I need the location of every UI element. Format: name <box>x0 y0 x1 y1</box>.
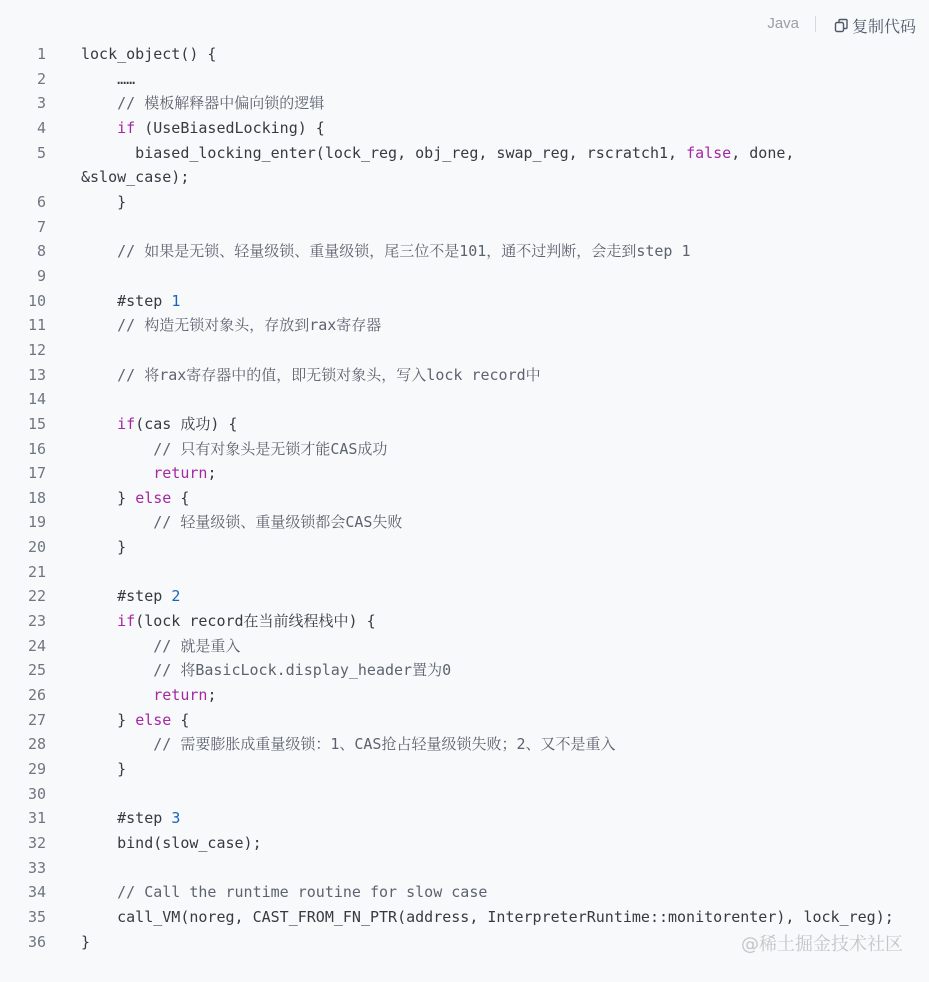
code-token: …… <box>81 69 136 88</box>
code-line <box>0 510 929 535</box>
code-comment: // 只有对象头是无锁才能CAS成功 <box>153 439 388 458</box>
code-line <box>0 116 929 141</box>
code-text <box>81 708 189 733</box>
code-line <box>0 806 929 831</box>
code-text <box>81 609 376 634</box>
line-number: 7 <box>36 217 46 236</box>
line-number: 36 <box>27 932 46 951</box>
code-token: } <box>81 538 127 557</box>
code-text <box>81 634 240 659</box>
code-text <box>81 363 541 388</box>
code-token <box>81 316 117 334</box>
code-token <box>81 686 153 704</box>
line-number: 24 <box>27 636 46 655</box>
code-token: { <box>171 488 190 507</box>
line-number: 30 <box>27 784 46 803</box>
code-comment: // 模板解释器中偏向锁的逻辑 <box>117 94 325 113</box>
line-number: 1 <box>36 45 46 63</box>
code-token: , done, <box>731 143 795 162</box>
code-number: 1 <box>171 291 181 310</box>
code-token: biased_locking_enter(lock_reg, obj_reg, swap_reg, rscratch1, <box>81 143 687 162</box>
code-comment: // 需要膨胀成重量级锁：1、CAS抢占轻量级锁失败；2、又不是重入 <box>153 735 616 754</box>
code-token: (cas 成功) { <box>135 414 238 433</box>
code-text <box>81 806 180 831</box>
line-number: 15 <box>27 414 46 433</box>
code-text <box>81 486 189 511</box>
code-line <box>0 190 929 215</box>
code-keyword: else <box>135 488 172 507</box>
code-line <box>0 264 929 289</box>
line-number: 16 <box>27 439 46 458</box>
line-number: 28 <box>27 735 46 754</box>
line-number: 21 <box>27 562 46 581</box>
line-number: 34 <box>27 883 46 902</box>
code-line <box>0 239 929 264</box>
code-token <box>81 612 117 630</box>
code-keyword: return <box>153 686 208 705</box>
code-comment: // 如果是无锁、轻量级锁、重量级锁，尾三位不是101，通不过判断，会走到step 1 <box>117 242 691 261</box>
code-line <box>0 486 929 511</box>
code-line <box>0 609 929 634</box>
code-keyword: if <box>117 612 136 631</box>
code-number: 3 <box>171 809 181 828</box>
code-text <box>81 510 402 535</box>
code-line <box>0 338 929 363</box>
code-text <box>81 141 794 166</box>
code-text <box>81 437 387 462</box>
code-line <box>0 634 929 659</box>
code-token: call_VM(noreg, CAST_FROM_FN_PTR(address, InterpreterRuntime::monitorenter), lock_reg); <box>81 907 894 926</box>
code-line <box>0 461 929 486</box>
line-number: 5 <box>36 143 46 162</box>
code-token <box>81 440 153 458</box>
line-number: 18 <box>27 488 46 507</box>
copy-icon <box>834 18 849 33</box>
code-line <box>0 215 929 240</box>
code-text <box>81 658 451 683</box>
line-number: 11 <box>27 316 46 335</box>
code-text <box>81 831 262 856</box>
code-text <box>81 584 180 609</box>
code-line <box>0 782 929 807</box>
code-token: #step <box>81 291 172 310</box>
code-line <box>0 165 929 190</box>
code-line <box>0 42 929 67</box>
code-number: 2 <box>171 587 181 606</box>
toolbar-divider <box>815 16 816 32</box>
copy-code-button[interactable] <box>834 14 916 36</box>
line-number: 26 <box>27 686 46 705</box>
line-number: 20 <box>27 538 46 557</box>
code-token: ; <box>207 464 217 483</box>
code-token: } <box>81 710 136 729</box>
code-token <box>81 242 117 260</box>
code-text <box>81 289 180 314</box>
line-number: 25 <box>27 661 46 680</box>
code-keyword: else <box>135 710 172 729</box>
code-line <box>0 708 929 733</box>
code-text <box>81 190 126 215</box>
code-text <box>81 116 325 141</box>
line-number: 14 <box>27 390 46 409</box>
code-line <box>0 289 929 314</box>
code-comment: // 就是重入 <box>153 636 241 655</box>
line-number: 23 <box>27 612 46 631</box>
copy-code-label: 复制代码 <box>851 16 916 36</box>
code-line <box>0 67 929 92</box>
code-text <box>81 412 237 437</box>
code-line <box>0 387 929 412</box>
code-text <box>81 905 894 930</box>
code-token: #step <box>81 587 172 606</box>
code-token: bind(slow_case); <box>81 834 262 852</box>
watermark: @稀土掘金技术社区 <box>741 934 903 955</box>
code-text <box>81 42 216 67</box>
code-comment: // 构造无锁对象头，存放到rax寄存器 <box>117 316 382 335</box>
code-line <box>0 560 929 585</box>
code-text <box>81 880 487 905</box>
code-keyword: return <box>153 464 208 483</box>
code-token <box>81 735 153 753</box>
line-number: 17 <box>27 464 46 483</box>
code-token: lock_object() { <box>81 45 217 63</box>
code-token: ; <box>207 686 217 705</box>
line-number: 32 <box>27 834 46 852</box>
line-number: 3 <box>36 94 46 113</box>
code-token: } <box>81 192 127 211</box>
code-token <box>81 119 117 137</box>
code-line <box>0 535 929 560</box>
code-line <box>0 584 929 609</box>
code-token: } <box>81 932 91 951</box>
code-line <box>0 831 929 856</box>
code-token: #step <box>81 809 172 828</box>
code-text <box>81 930 90 955</box>
line-number: 29 <box>27 760 46 779</box>
code-comment: // 将rax寄存器中的值，即无锁对象头，写入lock record中 <box>117 365 541 384</box>
line-number: 2 <box>36 69 46 88</box>
code-text <box>81 313 381 338</box>
code-line <box>0 856 929 881</box>
line-number: 31 <box>27 809 46 828</box>
line-number: 12 <box>27 340 46 359</box>
code-keyword: false <box>686 143 732 162</box>
line-number: 4 <box>36 118 46 137</box>
code-comment: // Call the runtime routine for slow case <box>117 883 488 902</box>
code-token <box>81 94 117 112</box>
code-line <box>0 91 929 116</box>
code-keyword: if <box>117 414 136 433</box>
code-listing <box>0 42 929 954</box>
code-text <box>81 91 324 116</box>
code-token: (UseBiasedLocking) { <box>135 118 325 137</box>
code-line <box>0 683 929 708</box>
code-line <box>0 905 929 930</box>
line-number: 13 <box>27 365 46 384</box>
code-line <box>0 757 929 782</box>
line-number: 35 <box>27 907 46 926</box>
code-token <box>81 366 117 384</box>
code-comment: // 将BasicLock.display_header置为0 <box>153 661 452 680</box>
code-token: (lock record在当前线程栈中) { <box>135 612 376 631</box>
code-block-toolbar <box>0 0 929 48</box>
code-token <box>81 415 117 433</box>
code-token <box>81 637 153 655</box>
code-line <box>0 437 929 462</box>
code-line <box>0 141 929 166</box>
code-token: &slow_case); <box>81 168 190 187</box>
code-text <box>81 461 216 486</box>
code-token <box>81 661 153 679</box>
line-number: 8 <box>36 242 46 261</box>
code-line <box>0 412 929 437</box>
code-comment: // 轻量级锁、重量级锁都会CAS失败 <box>153 513 403 532</box>
code-token <box>81 464 153 482</box>
line-number: 33 <box>27 858 46 877</box>
line-number: 22 <box>27 587 46 606</box>
code-text <box>81 683 216 708</box>
code-text <box>81 67 135 92</box>
language-label: Java <box>767 15 799 32</box>
code-line <box>0 363 929 388</box>
code-text <box>81 239 691 264</box>
line-number: 19 <box>27 513 46 532</box>
code-line <box>0 880 929 905</box>
code-token: } <box>81 760 127 779</box>
code-keyword: if <box>117 118 136 137</box>
code-line <box>0 732 929 757</box>
code-token: { <box>171 710 190 729</box>
code-token <box>81 513 153 531</box>
code-text <box>81 732 616 757</box>
code-text <box>81 535 126 560</box>
code-text <box>81 165 189 190</box>
code-token <box>81 883 117 901</box>
code-token: } <box>81 488 136 507</box>
code-line <box>0 658 929 683</box>
line-number: 27 <box>27 710 46 729</box>
code-text <box>81 757 126 782</box>
line-number: 6 <box>36 192 46 211</box>
code-line <box>0 313 929 338</box>
line-number: 9 <box>36 266 46 285</box>
line-number: 10 <box>27 291 46 310</box>
